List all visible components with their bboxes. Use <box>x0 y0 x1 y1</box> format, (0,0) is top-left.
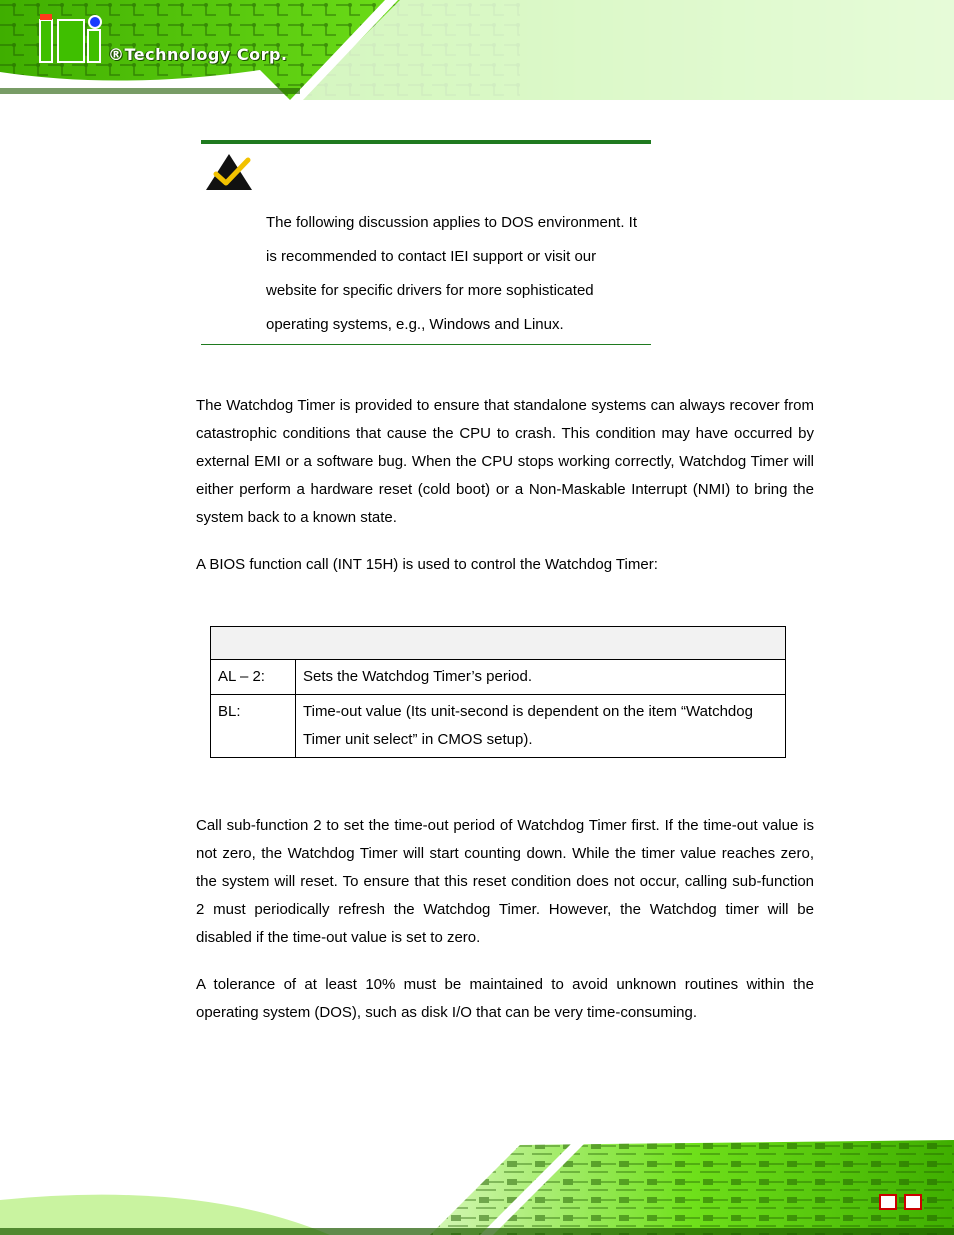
table-header-row <box>211 627 786 660</box>
table-header-cell <box>211 627 786 660</box>
table-row <box>211 660 786 695</box>
company-name: ®Technology Corp. <box>108 45 288 64</box>
note-line: is recommended to contact IEI support or visit our <box>266 248 597 265</box>
table-value-cell: Time-out value (Its unit-second is dependent on the item “Watchdog Timer unit select” in CMOS setup). <box>296 695 786 758</box>
note-text <box>266 206 656 342</box>
footer-banner <box>0 1140 954 1235</box>
subfunction-paragraph: Call sub-function 2 to set the time-out period of Watchdog Timer first. If the time-out value is not zero, the Watchdog Timer will start counting down. While the timer value reaches zero, the system will reset. To ensure that this reset condition does not occur, calling sub-function 2 must periodically refresh the Watchdog Timer. However, the Watchdog timer will be disabled if the time-out value is set to zero. <box>196 817 814 946</box>
bios-call-paragraph: A BIOS function call (INT 15H) is used to control the Watchdog Timer: <box>196 556 658 573</box>
table-key-cell: BL: <box>211 695 296 758</box>
note-line: website for specific drivers for more sophisticated <box>266 282 594 299</box>
intro-paragraph: The Watchdog Timer is provided to ensure that standalone systems can always recover from catastrophic conditions that cause the CPU to crash. This condition may have occurred by external EMI or a software bug. When the CPU stops working correctly, Watchdog Timer will either perform a hardware reset (cold boot) or a Non-Maskable Interrupt (NMI) to bring the system back to a known state. <box>196 397 814 526</box>
table-value-cell: Sets the Watchdog Timer’s period. <box>296 660 786 695</box>
note-box <box>201 140 651 345</box>
table-row <box>211 695 786 758</box>
note-line: operating systems, e.g., Windows and Linux. <box>266 316 564 333</box>
note-checkmark-icon <box>204 152 254 192</box>
bios-parameter-table <box>210 626 786 758</box>
note-line: The following discussion applies to DOS environment. It <box>266 214 638 231</box>
tolerance-paragraph: A tolerance of at least 10% must be maintained to avoid unknown routines within the operating system (DOS), such as disk I/O that can be very time-consuming. <box>196 976 814 1021</box>
table-key-cell: AL – 2: <box>211 660 296 695</box>
